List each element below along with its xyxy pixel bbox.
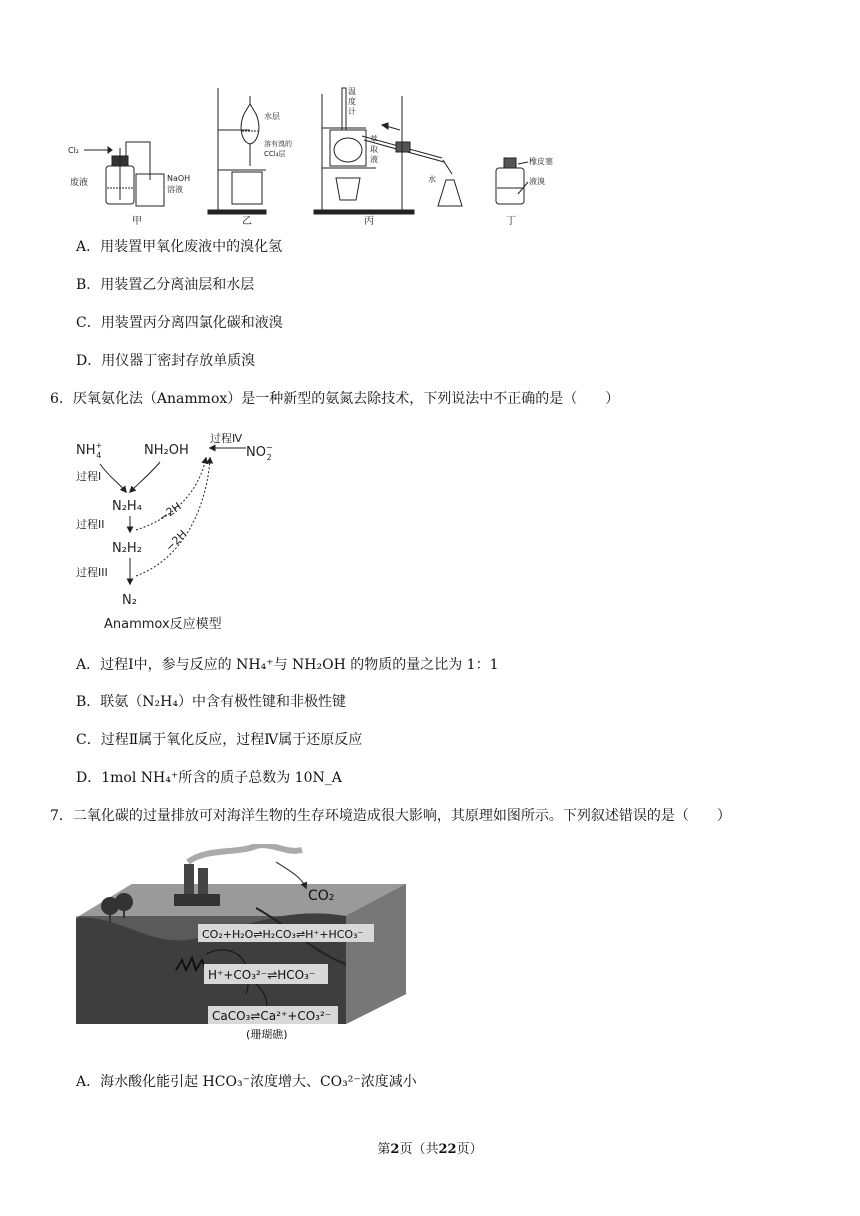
label-yi: 乙 <box>242 216 252 227</box>
q6-option-a[interactable] <box>76 655 499 675</box>
footer-prefix: 第 <box>377 1142 391 1157</box>
label-co2: CO₂ <box>308 888 335 904</box>
label-minus2h-2: −2H <box>162 527 190 555</box>
option-text: 用装置丙分离四氯化碳和液溴 <box>100 315 283 331</box>
q6-option-d[interactable] <box>76 768 342 788</box>
label-naoh-solution: 溶液 <box>167 185 183 194</box>
option-text: 用装置甲氧化废液中的溴化氢 <box>100 239 283 255</box>
option-letter: B． <box>76 277 101 293</box>
option-letter: C． <box>76 732 101 748</box>
label-thermo-2: 度 <box>348 97 356 106</box>
q7-stem <box>50 806 731 826</box>
footer-middle: 页（共 <box>399 1142 439 1157</box>
question-text: 厌氧氨化法（Anammox）是一种新型的氨氮去除技术，下列说法中不正确的是（ ） <box>72 391 620 407</box>
label-water-layer: 水层 <box>264 112 280 121</box>
species-n2: N₂ <box>122 593 137 608</box>
label-process1: 过程I <box>76 470 102 483</box>
apparatus-jia <box>84 142 164 206</box>
label-naoh: NaOH <box>167 174 191 183</box>
q5-option-a[interactable] <box>76 237 282 257</box>
label-thermo-1: 温 <box>348 87 356 96</box>
label-jia: 甲 <box>132 216 142 227</box>
label-ding: 丁 <box>506 216 516 227</box>
ocean-acidification-figure <box>76 844 406 1054</box>
q6-option-b[interactable] <box>76 692 346 712</box>
label-process4: 过程Ⅳ <box>210 432 243 445</box>
species-no2: NO− 2 <box>246 443 273 462</box>
question-number: 7． <box>50 808 73 824</box>
label-ccl4-2: CCl₄层 <box>264 150 286 158</box>
option-letter: C． <box>76 315 101 331</box>
option-letter: A． <box>76 657 101 673</box>
label-ccl4-1: 溶有溴的 <box>264 140 292 148</box>
equation-3: CaCO₃⇌Ca²⁺+CO₃²⁻ <box>212 1009 332 1023</box>
equation-2: H⁺+CO₃²⁻⇌HCO₃⁻ <box>208 968 316 982</box>
page-footer <box>0 1138 860 1157</box>
anammox-figure <box>70 426 290 636</box>
label-cl2: Cl₂ <box>68 146 80 155</box>
option-letter: D． <box>76 770 102 786</box>
option-text: 过程Ⅰ中，参与反应的 NH₄⁺与 NH₂OH 的物质的量之比为 1：1 <box>100 657 499 673</box>
label-bing: 丙 <box>364 216 374 227</box>
label-extract-2: 取 <box>370 145 378 154</box>
label-extract-1: 萃 <box>370 135 378 144</box>
option-letter: A． <box>76 1074 101 1090</box>
apparatus-yi <box>208 88 266 214</box>
q7-option-a[interactable] <box>76 1072 417 1092</box>
option-text: 海水酸化能引起 HCO₃⁻浓度增大、CO₃²⁻浓度减小 <box>100 1074 417 1090</box>
option-text: 过程Ⅱ属于氧化反应，过程Ⅳ属于还原反应 <box>100 732 363 748</box>
species-n2h4: N₂H₄ <box>112 499 142 514</box>
label-process2: 过程II <box>76 518 105 531</box>
option-text: 1mol NH₄⁺所含的质子总数为 10N_A <box>101 770 342 786</box>
species-n2h2: N₂H₂ <box>112 541 142 556</box>
option-letter: D． <box>76 353 102 369</box>
label-minus2h-1: −2H <box>156 499 184 525</box>
option-letter: A． <box>76 239 101 255</box>
question-number: 6． <box>50 391 73 407</box>
option-text: 用仪器丁密封存放单质溴 <box>101 353 256 369</box>
option-letter: B． <box>76 694 101 710</box>
label-coral: (珊瑚礁) <box>246 1028 288 1041</box>
apparatus-figure <box>66 84 556 230</box>
q5-option-c[interactable] <box>76 313 283 333</box>
q6-option-c[interactable] <box>76 730 362 750</box>
apparatus-bing <box>314 88 462 214</box>
question-text: 二氧化碳的过量排放可对海洋生物的生存环境造成很大影响，其原理如图所示。下列叙述错误的是（ ） <box>72 808 731 824</box>
label-waste: 废液 <box>70 178 89 188</box>
q5-option-b[interactable] <box>76 275 254 295</box>
apparatus-ding <box>496 158 528 204</box>
page-total: 22 <box>438 1142 457 1157</box>
page-number: 2 <box>390 1142 400 1157</box>
label-water: 水 <box>428 175 436 184</box>
label-thermo-3: 计 <box>348 107 356 116</box>
figure-caption: Anammox反应模型 <box>104 617 222 632</box>
species-nh2oh: NH₂OH <box>144 443 189 458</box>
label-liquid-bromine: 液溴 <box>529 177 545 186</box>
option-text: 联氨（N₂H₄）中含有极性键和非极性键 <box>100 694 346 710</box>
q6-stem <box>50 389 619 409</box>
option-text: 用装置乙分离油层和水层 <box>100 277 255 293</box>
footer-suffix: 页） <box>456 1142 483 1157</box>
species-nh4: NH+ 4 <box>76 441 103 460</box>
q5-option-d[interactable] <box>76 351 255 371</box>
label-extract-3: 液 <box>370 155 378 164</box>
equation-1: CO₂+H₂O⇌H₂CO₃⇌H⁺+HCO₃⁻ <box>202 928 364 941</box>
label-stopper: 橡皮塞 <box>529 157 553 166</box>
label-process3: 过程III <box>76 566 108 579</box>
